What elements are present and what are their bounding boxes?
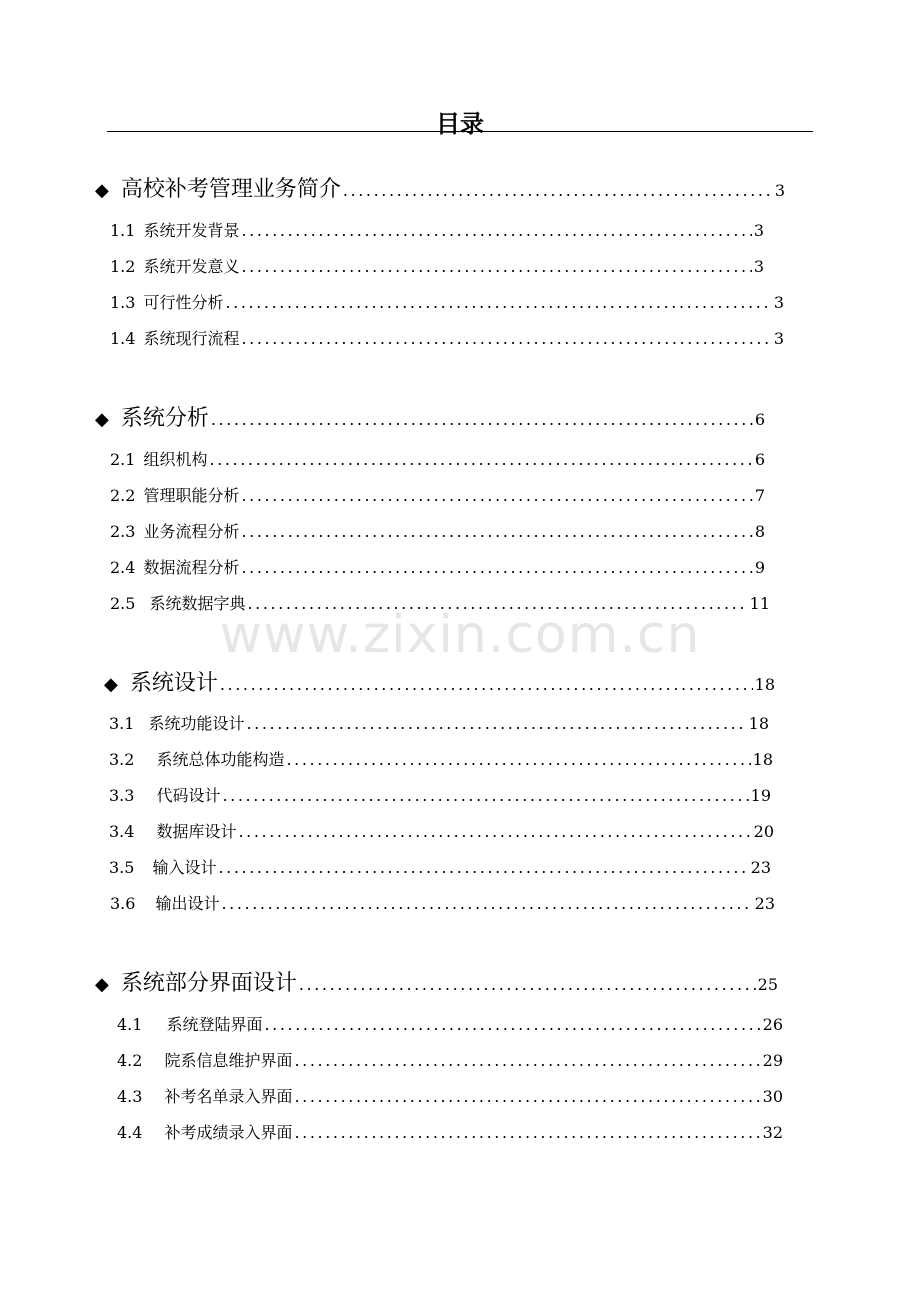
toc-entry-3-3[interactable] xyxy=(109,783,771,806)
toc-page-number: 29 xyxy=(762,1051,783,1070)
toc-page-number: 18 xyxy=(754,675,775,694)
toc-entry-2-2[interactable] xyxy=(110,483,765,506)
toc-entry-1-3[interactable] xyxy=(110,290,784,313)
toc-entry-number: 1.3 xyxy=(110,293,136,312)
toc-section-title: 系统设计 xyxy=(129,671,218,696)
toc-entry-title: 系统功能设计 xyxy=(148,714,245,733)
toc-entry-number: 2.3 xyxy=(110,522,136,541)
toc-entry-number: 3.6 xyxy=(110,894,136,913)
toc-entry-title: 管理职能分析 xyxy=(143,486,240,505)
diamond-bullet-icon: ◆ xyxy=(95,974,109,995)
toc-page-number: 11 xyxy=(749,594,770,613)
toc-entry-4-3[interactable] xyxy=(117,1084,783,1107)
toc-section-4[interactable] xyxy=(95,966,778,997)
toc-entry-3-4[interactable] xyxy=(109,819,774,842)
toc-entry-number: 4.2 xyxy=(117,1051,143,1070)
toc-entry-3-2[interactable] xyxy=(109,747,773,770)
toc-entry-title: 补考名单录入界面 xyxy=(164,1087,293,1106)
toc-entry-number: 2.2 xyxy=(110,486,136,505)
toc-section-2[interactable] xyxy=(95,401,765,432)
diamond-bullet-icon: ◆ xyxy=(95,409,109,430)
toc-section-3[interactable] xyxy=(104,666,775,697)
toc-entry-number: 1.1 xyxy=(110,221,136,240)
toc-entry-number: 4.4 xyxy=(117,1123,143,1142)
toc-entry-title: 系统开发背景 xyxy=(143,221,240,240)
toc-leader xyxy=(286,750,750,769)
toc-entry-1-2[interactable] xyxy=(110,254,764,277)
toc-leader xyxy=(294,1087,760,1106)
diamond-bullet-icon: ◆ xyxy=(95,180,109,201)
toc-leader xyxy=(294,1123,760,1142)
toc-page-number: 6 xyxy=(754,450,765,469)
toc-leader xyxy=(225,293,771,312)
toc-entry-title: 输出设计 xyxy=(155,894,220,913)
toc-entry-number: 4.3 xyxy=(117,1087,143,1106)
toc-page-number: 3 xyxy=(753,257,764,276)
toc-entry-title: 可行性分析 xyxy=(143,293,224,312)
toc-leader xyxy=(220,675,753,694)
toc-entry-3-5[interactable] xyxy=(109,855,771,878)
toc-entry-3-6[interactable] xyxy=(110,891,775,914)
toc-leader xyxy=(238,822,751,841)
toc-entry-number: 2.4 xyxy=(110,558,136,577)
toc-page-number: 9 xyxy=(754,558,765,577)
toc-leader xyxy=(221,894,752,913)
page-title: 目录 xyxy=(436,110,484,138)
toc-section-title: 高校补考管理业务简介 xyxy=(120,177,341,202)
toc-entry-number: 3.4 xyxy=(109,822,135,841)
toc-entry-3-1[interactable] xyxy=(109,711,769,734)
toc-page-number: 26 xyxy=(762,1015,783,1034)
toc-entry-4-1[interactable] xyxy=(117,1012,783,1035)
toc-page-number: 3 xyxy=(774,181,785,200)
title-underline xyxy=(107,131,813,132)
toc-entry-number: 2.1 xyxy=(110,450,136,469)
toc-page-number: 20 xyxy=(753,822,774,841)
toc-entry-title: 院系信息维护界面 xyxy=(164,1051,293,1070)
toc-entry-title: 系统数据字典 xyxy=(149,594,246,613)
toc-entry-title: 系统总体功能构造 xyxy=(156,750,285,769)
toc-leader xyxy=(209,450,752,469)
toc-entry-number: 2.5 xyxy=(110,594,136,613)
toc-entry-title: 数据库设计 xyxy=(156,822,237,841)
toc-entry-number: 3.2 xyxy=(109,750,135,769)
toc-page-number: 23 xyxy=(750,858,771,877)
toc-leader xyxy=(246,714,746,733)
toc-page-number: 7 xyxy=(754,486,765,505)
toc-entry-title: 补考成绩录入界面 xyxy=(164,1123,293,1142)
toc-entry-title: 系统现行流程 xyxy=(143,329,240,348)
toc-entry-number: 4.1 xyxy=(117,1015,143,1034)
toc-leader xyxy=(241,257,751,276)
toc-entry-number: 1.2 xyxy=(110,257,136,276)
toc-page-number: 18 xyxy=(752,750,773,769)
toc-entry-title: 代码设计 xyxy=(156,786,221,805)
toc-entry-1-4[interactable] xyxy=(110,326,784,349)
toc-entry-1-1[interactable] xyxy=(110,218,764,241)
toc-leader xyxy=(294,1051,760,1070)
toc-page-number: 18 xyxy=(748,714,769,733)
toc-leader xyxy=(241,486,752,505)
toc-leader xyxy=(343,181,773,200)
toc-page-number: 8 xyxy=(754,522,765,541)
toc-page-number: 19 xyxy=(750,786,771,805)
toc-entry-number: 3.3 xyxy=(109,786,135,805)
toc-page-number: 3 xyxy=(773,329,784,348)
toc-leader xyxy=(222,786,748,805)
toc-entry-2-3[interactable] xyxy=(110,519,765,542)
toc-entry-title: 业务流程分析 xyxy=(143,522,240,541)
toc-page-number: 30 xyxy=(762,1087,783,1106)
toc-leader xyxy=(211,410,753,429)
toc-entry-title: 系统开发意义 xyxy=(143,257,240,276)
toc-leader xyxy=(241,558,752,577)
toc-entry-number: 3.1 xyxy=(109,714,135,733)
toc-entry-4-4[interactable] xyxy=(117,1120,783,1143)
toc-entry-title: 输入设计 xyxy=(152,858,217,877)
toc-leader xyxy=(241,329,771,348)
toc-leader xyxy=(218,858,748,877)
toc-leader xyxy=(264,1015,760,1034)
toc-entry-title: 系统登陆界面 xyxy=(166,1015,263,1034)
toc-entry-title: 数据流程分析 xyxy=(143,558,240,577)
toc-entry-4-2[interactable] xyxy=(117,1048,783,1071)
toc-page-number: 32 xyxy=(762,1123,783,1142)
diamond-bullet-icon: ◆ xyxy=(104,674,118,695)
watermark: www.zixin.com.cn xyxy=(219,605,701,665)
toc-entry-number: 3.5 xyxy=(109,858,135,877)
toc-page-number: 6 xyxy=(754,410,765,429)
toc-section-1[interactable] xyxy=(95,172,785,203)
toc-entry-title: 组织机构 xyxy=(143,450,208,469)
toc-leader xyxy=(241,522,752,541)
toc-page-number: 23 xyxy=(754,894,775,913)
toc-entry-2-1[interactable] xyxy=(110,447,765,470)
toc-entry-2-4[interactable] xyxy=(110,555,765,578)
toc-page-number: 3 xyxy=(753,221,764,240)
toc-entry-number: 1.4 xyxy=(110,329,136,348)
toc-page-number: 3 xyxy=(773,293,784,312)
toc-leader xyxy=(299,975,756,994)
toc-page-number: 25 xyxy=(757,975,778,994)
toc-section-title: 系统部分界面设计 xyxy=(120,971,297,996)
toc-leader xyxy=(247,594,747,613)
toc-section-title: 系统分析 xyxy=(120,406,209,431)
toc-entry-2-5[interactable] xyxy=(110,591,770,614)
toc-leader xyxy=(241,221,751,240)
